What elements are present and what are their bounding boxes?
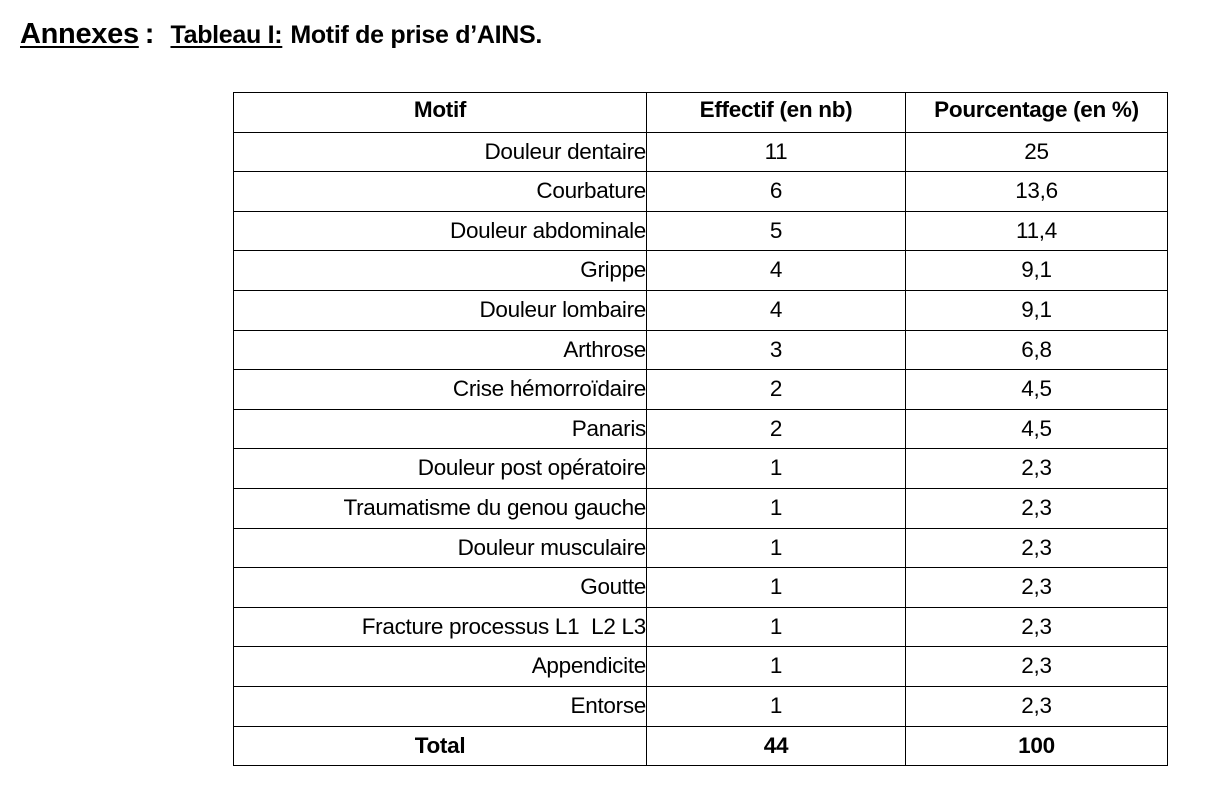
pourcentage-cell: 25	[906, 132, 1168, 172]
total-label: Total	[234, 726, 647, 766]
table-header	[234, 93, 1168, 133]
table-row	[234, 449, 1168, 489]
motif-cell: Traumatisme du genou gauche	[234, 488, 647, 528]
table-row	[234, 528, 1168, 568]
effectif-cell: 1	[647, 686, 906, 726]
pourcentage-cell: 2,3	[906, 686, 1168, 726]
effectif-cell: 6	[647, 172, 906, 212]
header-effectif: Effectif (en nb)	[647, 93, 906, 133]
motif-cell: Entorse	[234, 686, 647, 726]
motif-cell: Douleur abdominale	[234, 211, 647, 251]
pourcentage-cell: 2,3	[906, 488, 1168, 528]
table-row	[234, 568, 1168, 608]
motif-cell: Goutte	[234, 568, 647, 608]
pourcentage-cell: 11,4	[906, 211, 1168, 251]
header-pourcentage: Pourcentage (en %)	[906, 93, 1168, 133]
pourcentage-cell: 6,8	[906, 330, 1168, 370]
motif-cell: Courbature	[234, 172, 647, 212]
table-number-label: Tableau I:	[170, 21, 283, 49]
motif-cell: Fracture processus L1 L2 L3	[234, 607, 647, 647]
effectif-cell: 1	[647, 488, 906, 528]
table-row	[234, 607, 1168, 647]
table-row	[234, 290, 1168, 330]
effectif-cell: 5	[647, 211, 906, 251]
pourcentage-cell: 2,3	[906, 647, 1168, 687]
effectif-cell: 1	[647, 568, 906, 608]
pourcentage-cell: 13,6	[906, 172, 1168, 212]
motif-cell: Douleur musculaire	[234, 528, 647, 568]
table-row	[234, 370, 1168, 410]
pourcentage-cell: 4,5	[906, 370, 1168, 410]
total-pourcentage: 100	[906, 726, 1168, 766]
table-row	[234, 251, 1168, 291]
effectif-cell: 1	[647, 607, 906, 647]
table-body	[234, 132, 1168, 766]
pourcentage-cell: 2,3	[906, 607, 1168, 647]
table-title: Motif de prise d’AINS.	[290, 21, 543, 49]
effectif-cell: 2	[647, 370, 906, 410]
table-row	[234, 647, 1168, 687]
pourcentage-cell: 2,3	[906, 449, 1168, 489]
table-row	[234, 686, 1168, 726]
document-heading	[20, 18, 542, 58]
motif-cell: Douleur dentaire	[234, 132, 647, 172]
pourcentage-cell: 4,5	[906, 409, 1168, 449]
annexes-label: Annexes	[20, 18, 139, 50]
pourcentage-cell: 2,3	[906, 568, 1168, 608]
table-row	[234, 172, 1168, 212]
effectif-cell: 11	[647, 132, 906, 172]
motif-cell: Crise hémorroïdaire	[234, 370, 647, 410]
pourcentage-cell: 9,1	[906, 251, 1168, 291]
effectif-cell: 4	[647, 251, 906, 291]
pourcentage-cell: 9,1	[906, 290, 1168, 330]
effectif-cell: 4	[647, 290, 906, 330]
motif-cell: Douleur post opératoire	[234, 449, 647, 489]
effectif-cell: 3	[647, 330, 906, 370]
total-effectif: 44	[647, 726, 906, 766]
effectif-cell: 1	[647, 528, 906, 568]
header-row	[234, 93, 1168, 133]
motif-cell: Grippe	[234, 251, 647, 291]
effectif-cell: 2	[647, 409, 906, 449]
header-motif: Motif	[234, 93, 647, 133]
effectif-cell: 1	[647, 647, 906, 687]
table-row	[234, 211, 1168, 251]
table-row	[234, 132, 1168, 172]
pourcentage-cell: 2,3	[906, 528, 1168, 568]
total-row	[234, 726, 1168, 766]
table-row	[234, 330, 1168, 370]
motif-cell: Douleur lombaire	[234, 290, 647, 330]
effectif-cell: 1	[647, 449, 906, 489]
motif-cell: Panaris	[234, 409, 647, 449]
table-row	[234, 409, 1168, 449]
motif-table	[233, 92, 1168, 766]
motif-cell: Arthrose	[234, 330, 647, 370]
table-row	[234, 488, 1168, 528]
heading-colon: :	[144, 18, 155, 50]
motif-cell: Appendicite	[234, 647, 647, 687]
